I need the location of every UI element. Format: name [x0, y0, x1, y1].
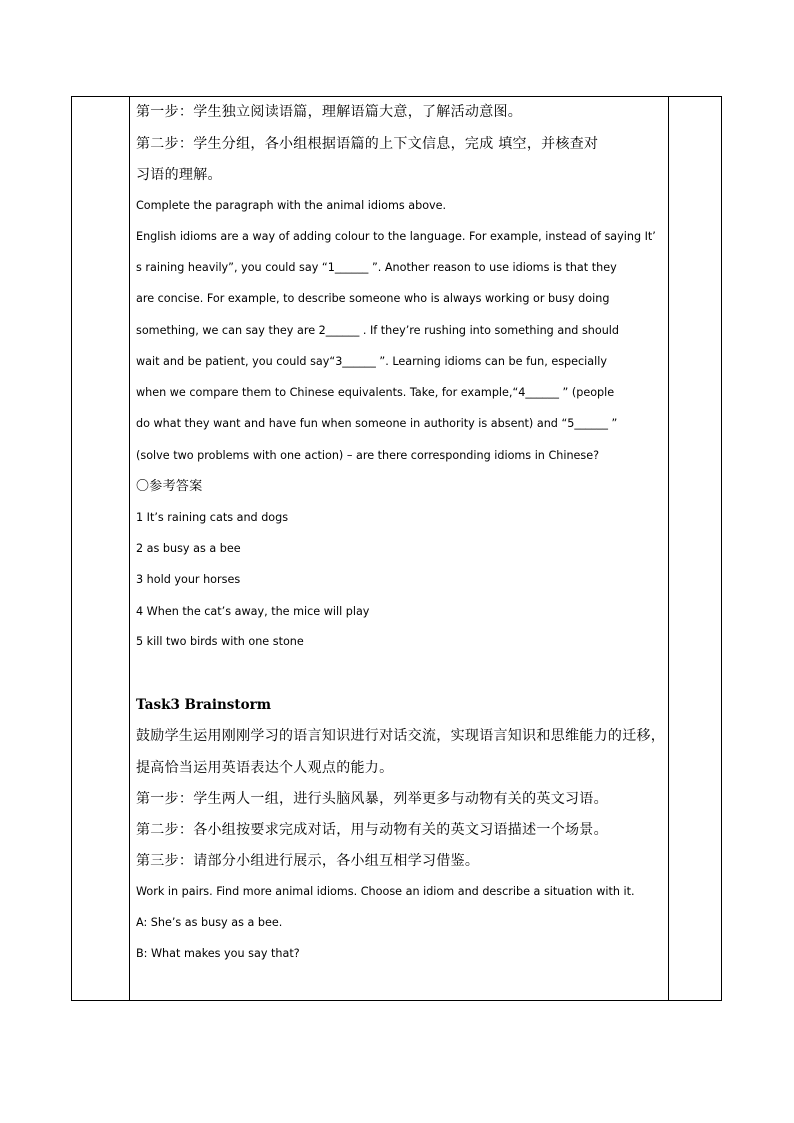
dialogue-line-a: A: She’s as busy as a bee. — [136, 916, 283, 929]
answer-item: 3 hold your horses — [136, 573, 241, 586]
paragraph-line: do what they want and have fun when someone in authority is absent) and “5______ ” — [136, 417, 618, 430]
answer-item: 4 When the cat’s away, the mice will play — [136, 605, 370, 618]
step-two-text-line1: 第二步：学生分组，各小组根据语篇的上下文信息，完成 填空，并核查对 — [136, 136, 599, 152]
paragraph-line: something, we can say they are 2______ . If they’re rushing into something and should — [136, 324, 620, 337]
answer-item: 1 It’s raining cats and dogs — [136, 511, 289, 524]
paragraph-line: s raining heavily”, you could say “1______ ”. Another reason to use idioms is that they — [136, 261, 617, 274]
paragraph-line: are concise. For example, to describe someone who is always working or busy doing — [136, 292, 610, 305]
answer-item: 2 as busy as a bee — [136, 542, 241, 555]
task3-step-one: 第一步：学生两人一组，进行头脑风暴，列举更多与动物有关的英文习语。 — [136, 791, 608, 807]
paragraph-line: wait and be patient, you could say“3______ ”. Learning idioms can be fun, especially — [136, 355, 607, 368]
task3-step-three: 第三步：请部分小组进行展示，各小组互相学习借鉴。 — [136, 853, 480, 869]
exercise-instruction: Complete the paragraph with the animal idioms above. — [136, 199, 447, 212]
task3-intro-line2: 提高恰当运用英语表达个人观点的能力。 — [136, 760, 394, 776]
step-one-text: 第一步：学生独立阅读语篇，理解语篇大意，了解活动意图。 — [136, 104, 523, 120]
paragraph-line: (solve two problems with one action) – are there corresponding idioms in Chinese? — [136, 449, 600, 462]
task3-title: Task3 Brainstorm — [136, 697, 271, 713]
answer-key-heading: 〇参考答案 — [136, 479, 203, 494]
left-column-divider — [129, 97, 130, 1000]
step-two-text-line2: 习语的理解。 — [136, 167, 222, 183]
right-column-divider — [668, 97, 669, 1000]
answer-item: 5 kill two birds with one stone — [136, 635, 304, 648]
dialogue-line-b: B: What makes you say that? — [136, 947, 300, 960]
paragraph-line: English idioms are a way of adding colour to the language. For example, instead of saying It’ — [136, 230, 656, 243]
task3-instruction: Work in pairs. Find more animal idioms. Choose an idiom and describe a situation with it. — [136, 885, 635, 898]
task3-intro-line1: 鼓励学生运用刚刚学习的语言知识进行对话交流，实现语言知识和思维能力的迁移， — [136, 728, 666, 744]
paragraph-line: when we compare them to Chinese equivalents. Take, for example,“4______ ” (people — [136, 386, 615, 399]
task3-step-two: 第二步：各小组按要求完成对话，用与动物有关的英文习语描述一个场景。 — [136, 822, 608, 838]
